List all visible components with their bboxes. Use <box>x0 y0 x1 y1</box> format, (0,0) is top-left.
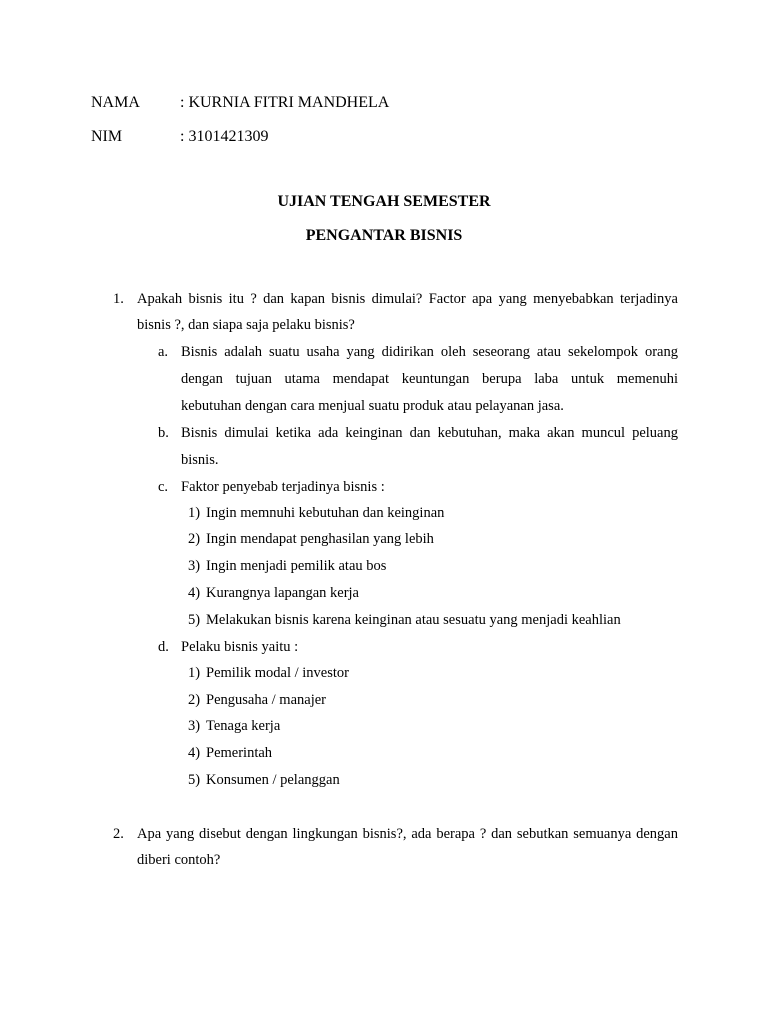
exam-title: UJIAN TENGAH SEMESTER <box>277 193 491 210</box>
factor-5-text: Melakukan bisnis karena keinginan atau sesuatu yang menjadi keahlian <box>206 612 621 628</box>
answer-a-line-3: kebutuhan dengan cara menjual suatu produk atau pelayanan jasa. <box>181 398 564 414</box>
answer-c-line-1: Faktor penyebab terjadinya bisnis : <box>181 479 385 495</box>
answer-d-marker: d. <box>158 639 169 655</box>
actor-3-text: Tenaga kerja <box>206 718 281 734</box>
nim-value: : 3101421309 <box>180 128 269 145</box>
question-1-line-1: Apakah bisnis itu ? dan kapan bisnis dimulai? Factor apa yang menyebabkan terjadinya <box>137 291 678 307</box>
actor-5-number: 5) <box>188 772 201 788</box>
answer-a-line-2: dengan tujuan utama mendapat keuntungan berupa laba untuk memenuhi <box>181 371 678 387</box>
question-2-line-1: Apa yang disebut dengan lingkungan bisnis?, ada berapa ? dan sebutkan semuanya dengan <box>137 826 678 842</box>
factor-2-number: 2) <box>188 531 201 547</box>
actor-4-text: Pemerintah <box>206 745 273 761</box>
answer-b-line-2: bisnis. <box>181 452 219 468</box>
actor-2-number: 2) <box>188 692 201 708</box>
answer-d-line-1: Pelaku bisnis yaitu : <box>181 639 299 655</box>
answer-b-marker: b. <box>158 425 169 441</box>
question-1-line-2: bisnis ?, dan siapa saja pelaku bisnis? <box>137 317 355 333</box>
answer-a-line-1: Bisnis adalah suatu usaha yang didirikan oleh seseorang atau sekelompok orang <box>181 344 678 360</box>
factor-1-text: Ingin memnuhi kebutuhan dan keinginan <box>206 505 445 521</box>
nim-label: NIM <box>91 128 123 145</box>
actor-2-text: Pengusaha / manajer <box>206 692 326 708</box>
actor-1-number: 1) <box>188 665 201 681</box>
factor-4-text: Kurangnya lapangan kerja <box>206 585 359 601</box>
factor-2-text: Ingin mendapat penghasilan yang lebih <box>206 531 434 547</box>
factor-4-number: 4) <box>188 585 201 601</box>
nama-value: : KURNIA FITRI MANDHELA <box>180 94 390 111</box>
factor-1-number: 1) <box>188 505 201 521</box>
answer-c-marker: c. <box>158 479 169 495</box>
factor-5-number: 5) <box>188 612 201 628</box>
answer-a-marker: a. <box>158 344 169 360</box>
question-2-number: 2. <box>113 826 124 842</box>
answer-b-line-1: Bisnis dimulai ketika ada keinginan dan kebutuhan, maka akan muncul peluang <box>181 425 678 441</box>
nama-label: NAMA <box>91 94 140 111</box>
actor-3-number: 3) <box>188 718 201 734</box>
course-title: PENGANTAR BISNIS <box>305 227 463 244</box>
question-2-line-2: diberi contoh? <box>137 852 221 868</box>
actor-1-text: Pemilik modal / investor <box>206 665 349 681</box>
actor-4-number: 4) <box>188 745 201 761</box>
factor-3-number: 3) <box>188 558 201 574</box>
question-1-number: 1. <box>113 291 124 307</box>
actor-5-text: Konsumen / pelanggan <box>206 772 340 788</box>
factor-3-text: Ingin menjadi pemilik atau bos <box>206 558 387 574</box>
